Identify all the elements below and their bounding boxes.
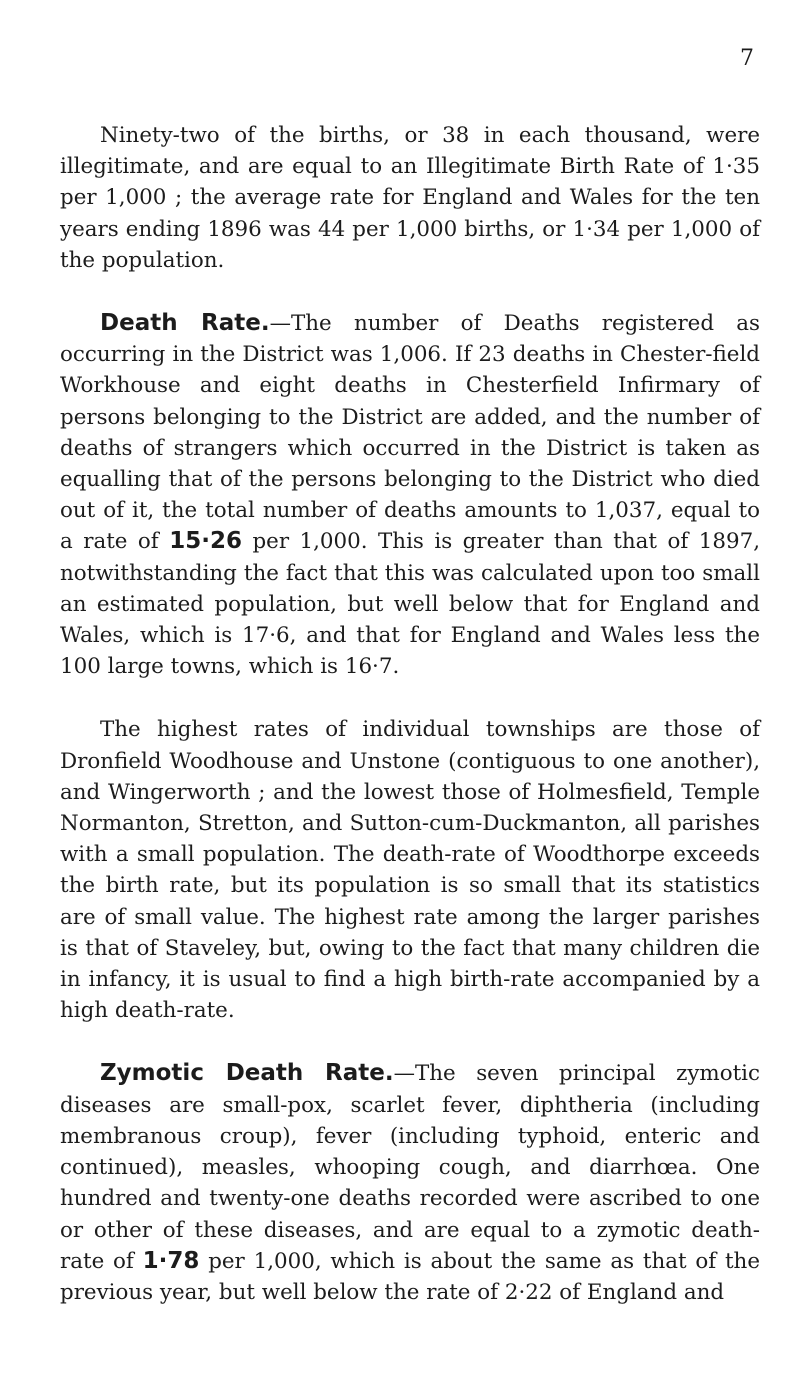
- paragraph-text: —The number of Deaths registered as occurring in the District was 1,006. If 23 deaths in Chester-field Workhouse and eight deaths in Chesterfield Infirmary of persons belonging to the District are added, and the number of deaths of strangers which occurred in the District is taken as equalling that of the persons belonging to the District who died out of it, the total number of deaths amounts to 1,037, equal to a rate of: [60, 311, 761, 555]
- paragraph-text: per 1,000, which is about the same as that of the previous year, but well below the rate of 2·22 of England and: [60, 1248, 760, 1305]
- paragraph-text: —The seven principal zymotic diseases are small-pox, scarlet fever, diphtheria (including membranous croup), fever (including typhoid, enteric and continued), measles, whooping cough, and diarrhœa. One hundred and twenty-one deaths recorded were ascribed to one or other of these diseases, and are equal to a zymotic death-rate of: [60, 1061, 760, 1274]
- paragraph-illegitimate-births: [60, 120, 760, 276]
- section-heading-zymotic-death-rate: Zymotic Death Rate.: [100, 1060, 394, 1087]
- paragraph-township-rates: [60, 714, 760, 1026]
- body-text: [60, 120, 760, 1340]
- paragraph-text: The highest rates of individual townships are those of Dronfield Woodhouse and Unstone (contiguous to one another), and Wingerworth ; and the lowest those of Holmesfield, Temple Normanton, Stretton, and Sutton-cum-Duckmanton, all parishes with a small population. The death-rate of Woodthorpe exceeds the birth rate, but its population is so small that its statistics are of small value. The highest rate among the larger parishes is that of Staveley, but, owing to the fact that many children die in infancy, it is usual to find a high birth-rate accompanied by a high death-rate.: [60, 717, 760, 1024]
- page-number: 7: [740, 46, 754, 71]
- paragraph-zymotic-death-rate: [60, 1058, 760, 1308]
- section-heading-death-rate: Death Rate.: [100, 310, 270, 337]
- paragraph-text: Ninety-two of the births, or 38 in each thousand, were illegitimate, and are equal to an Illegitimate Birth Rate of 1·35 per 1,000 ; the average rate for England and Wales for the ten years ending 1896 was 44 per 1,000 births, or 1·34 per 1,000 of the population.: [60, 123, 760, 273]
- paragraph-text: per 1,000. This is greater than that of 1897, notwithstanding the fact that this was calculated upon too small an estimated population, but well below that for England and Wales, which is 17·6, and that for England and Wales less the 100 large towns, which is 16·7.: [60, 529, 760, 680]
- paragraph-death-rate: [60, 308, 760, 682]
- zymotic-rate-value: 1·78: [142, 1247, 200, 1274]
- death-rate-value: 15·26: [169, 528, 242, 555]
